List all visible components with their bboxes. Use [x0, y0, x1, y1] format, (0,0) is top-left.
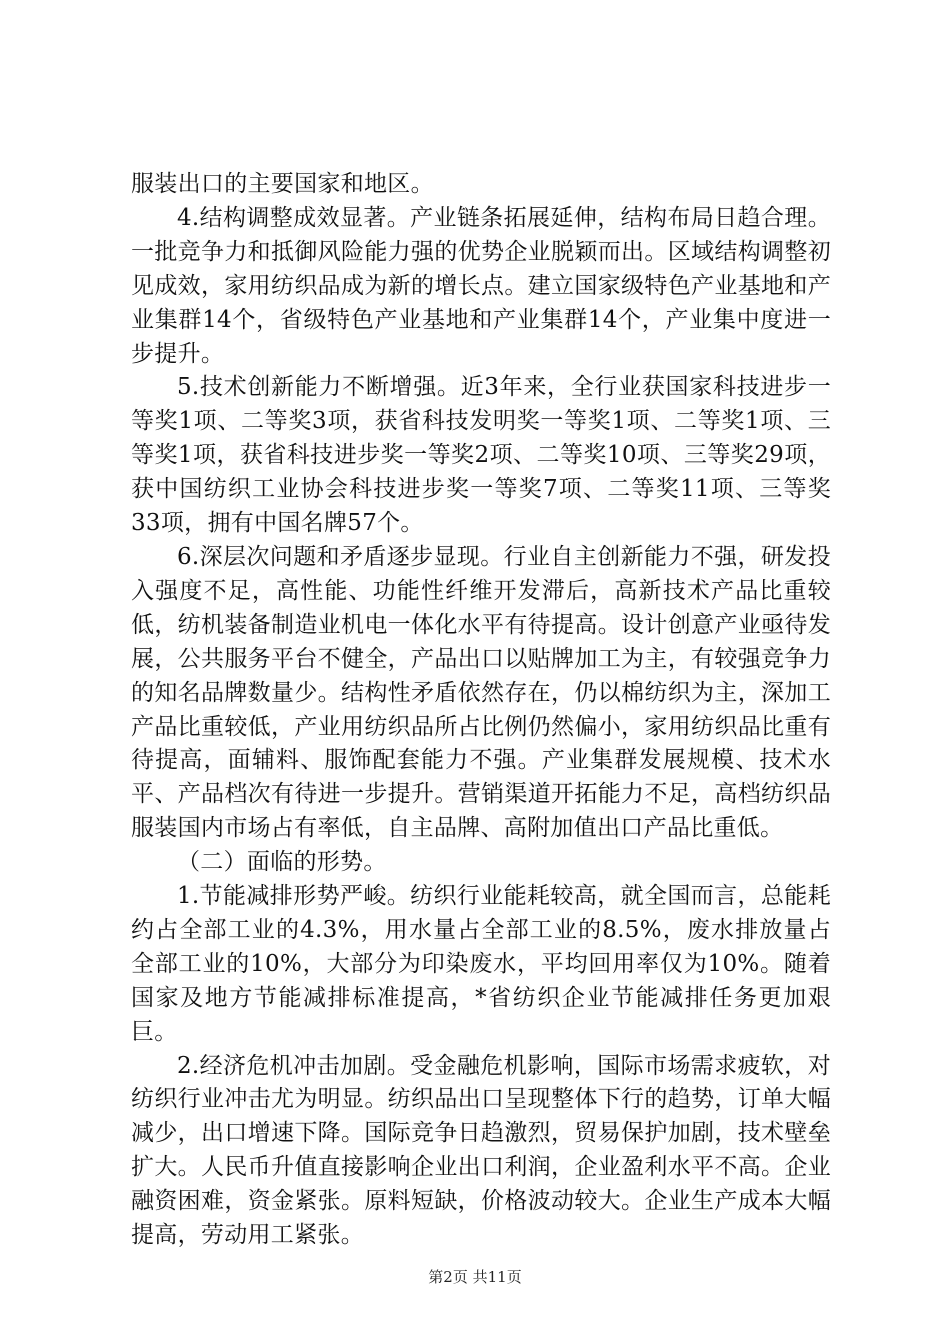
section-heading: （二）面临的形势。: [177, 849, 387, 876]
paragraph: 4.结构调整成效显著。产业链条拓展延伸，结构布局日趋合理。一批竞争力和抵御风险能力强的优势企业脱颖而出。区域结构调整初见成效，家用纺织品成为新的增长点。建立国家级特色产业基地和产业集群14个，省级特色产业基地和产业集群14个，产业集中度进一步提升。: [131, 204, 831, 367]
page-footer: [0, 1266, 950, 1287]
paragraph: 服装出口的主要国家和地区。: [131, 171, 434, 197]
document-body: [131, 168, 831, 1253]
paragraph: 5.技术创新能力不断增强。近3年来，全行业获国家科技进步一等奖1项、二等奖3项，获省科技发明奖一等奖1项、二等奖1项、三等奖1项，获省科技进步奖一等奖2项、二等奖10项、三等奖29项，获中国纺织工业协会科技进步奖一等奖7项、二等奖11项、三等奖33项，拥有中国名牌57个。: [131, 374, 831, 537]
paragraph: 1.节能减排形势严峻。纺织行业能耗较高，就全国而言，总能耗约占全部工业的4.3%，用水量占全部工业的8.5%，废水排放量占全部工业的10%，大部分为印染废水，平均回用率仅为10%。随着国家及地方节能减排标准提高，*省纺织企业节能减排任务更加艰巨。: [131, 883, 831, 1045]
paragraph: 6.深层次问题和矛盾逐步显现。行业自主创新能力不强，研发投入强度不足，高性能、功能性纤维开发滞后，高新技术产品比重较低，纺机装备制造业机电一体化水平有待提高。设计创意产业亟待发展，公共服务平台不健全，产品出口以贴牌加工为主，有较强竞争力的知名品牌数量少。结构性矛盾依然存在，仍以棉纺织为主，深加工产品比重较低，产业用纺织品所占比例仍然偏小，家用纺织品比重有待提高，面辅料、服饰配套能力不强。产业集群发展规模、技术水平、产品档次有待进一步提升。营销渠道开拓能力不足，高档纺织品服装国内市场占有率低，自主品牌、高附加值出口产品比重低。: [131, 543, 831, 842]
paragraph: 2.经济危机冲击加剧。受金融危机影响，国际市场需求疲软，对纺织行业冲击尤为明显。纺织品出口呈现整体下行的趋势，订单大幅减少，出口增速下降。国际竞争日趋激烈，贸易保护加剧，技术壁垒扩大。人民币升值直接影响企业出口利润，企业盈利水平不高。企业融资困难，资金紧张。原料短缺，价格波动较大。企业生产成本大幅提高，劳动用工紧张。: [131, 1052, 831, 1249]
page-number-label: 第2页 共11页: [428, 1268, 522, 1286]
